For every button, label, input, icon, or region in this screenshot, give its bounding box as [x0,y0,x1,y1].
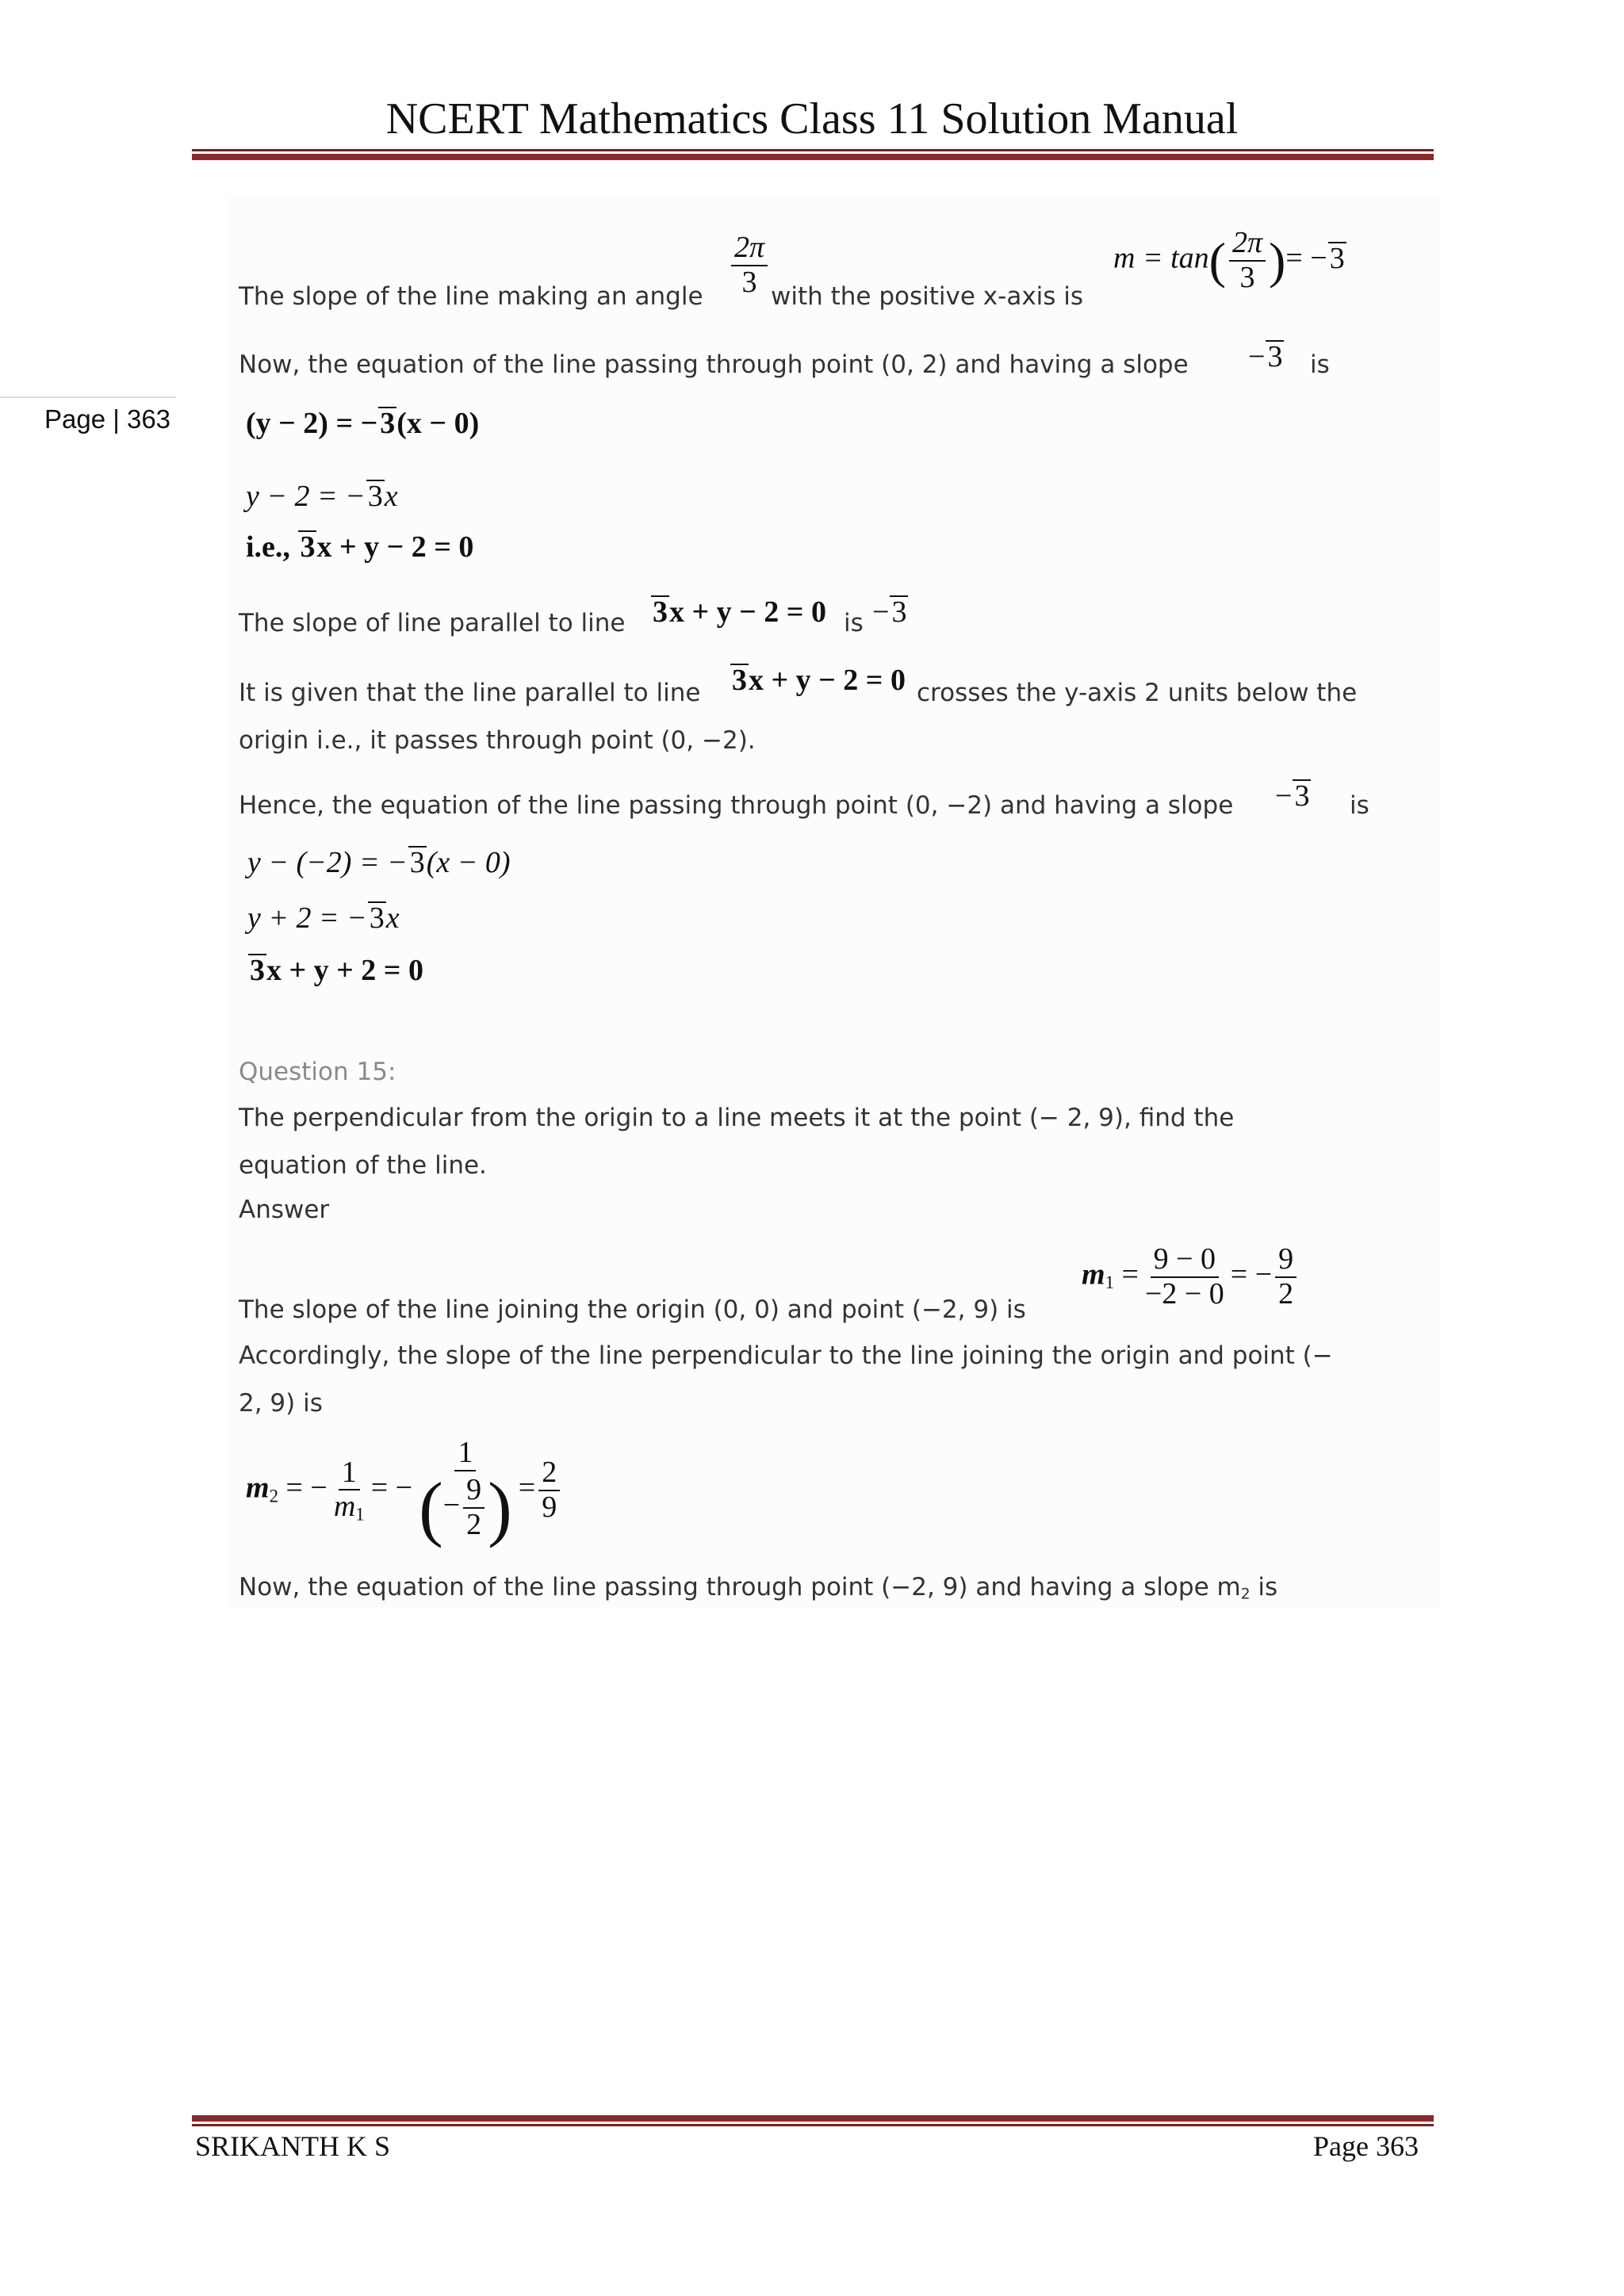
text-line: is [1350,791,1369,820]
side-page-number: Page | 363 [44,404,171,434]
header-title: NCERT Mathematics Class 11 Solution Manual [385,94,1239,144]
equation-3: i.e., 3x + y − 2 = 0 [246,530,474,564]
slope-value: −3 [1248,340,1283,373]
text-line: crosses the y-axis 2 units below the [917,679,1358,707]
equation-4: y − (−2) = −3(x − 0) [247,846,511,879]
header-rule-thin [192,149,1434,151]
equation-6: 3x + y + 2 = 0 [250,954,423,987]
equation-1: (y − 2) = −3(x − 0) [246,407,480,440]
text-line: The slope of line parallel to line [239,609,626,637]
footer-rule-thick [192,2115,1434,2122]
text-line: is [844,609,864,637]
slope-equation: m = tan( $\frac{2\pi}{3}$ )= −3 [1113,226,1345,294]
side-divider [0,396,176,398]
equation-2: y − 2 = −3x [246,480,398,513]
text-line: Accordingly, the slope of the line perpendicular to the line joining the origin and point (− [239,1341,1333,1370]
question-heading: Question 15: [239,1058,396,1086]
equation-5: y + 2 = −3x [247,901,400,935]
header-rule-thick [192,154,1434,160]
footer-rule-thin [192,2124,1434,2126]
slope-value: −3 [1275,779,1310,813]
text-line: Hence, the equation of the line passing through point (0, −2) and having a slope [239,791,1234,820]
angle-fraction: $\frac{2\pi}{3}$ [728,232,771,300]
footer-author: SRIKANTH K S [195,2130,391,2162]
slope-m2-equation: $m_2$ = − $\frac{1}{m_1}$ = − 1 (− $\frac{9}{2}$ ) = $\frac{2}{9}$ [246,1437,563,1544]
text-line: 2, 9) is [239,1389,323,1418]
footer-page-number: Page 363 [1313,2130,1419,2162]
question-text: equation of the line. [239,1151,487,1180]
slope-m1-equation: $m_1$ = $\frac{9 - 0}{-2 - 0}$ = − $\frac{9}{2}$ [1082,1243,1300,1311]
text-line: is [1310,350,1330,379]
answer-label: Answer [239,1196,330,1224]
slope-value: −3 [872,595,907,629]
text-line: It is given that the line parallel to line [239,679,701,707]
text-line: Now, the equation of the line passing through point (0, 2) and having a slope [239,350,1189,379]
question-text: The perpendicular from the origin to a line meets it at the point (− 2, 9), find the [239,1104,1235,1132]
text-line: The slope of the line joining the origin (0, 0) and point (−2, 9) is [239,1295,1026,1324]
parallel-line-eq: 3x + y − 2 = 0 [653,595,826,629]
parallel-line-eq: 3x + y − 2 = 0 [732,664,906,697]
text-line: Now, the equation of the line passing through point (−2, 9) and having a slope $m_2$ is [239,1573,1278,1603]
text-line: origin i.e., it passes through point (0, −2). [239,726,756,755]
text-line: with the positive x-axis is [771,282,1084,311]
text-line: The slope of the line making an angle [239,282,703,311]
